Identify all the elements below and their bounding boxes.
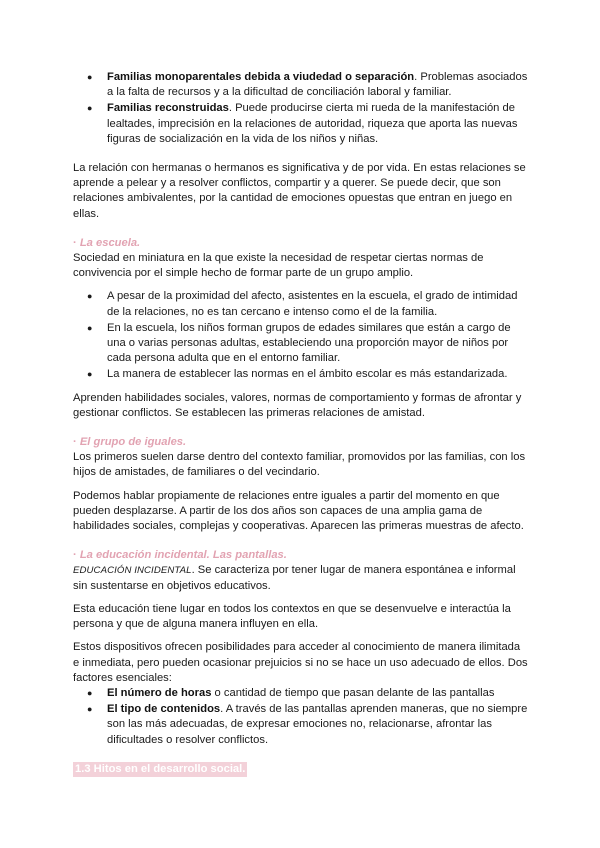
list-item: ● La manera de establecer las normas en el ámbito escolar es más estandarizada. <box>73 367 528 382</box>
heading-incidental: · La educación incidental. Las pantallas. <box>73 549 287 562</box>
paragraph-escuela-closing: Aprenden habilidades sociales, valores, normas de comportamiento y formas de afrontar y gestionar conflictos. Se establecen las primeras relaciones de amistad. <box>73 391 522 419</box>
family-types-list <box>73 70 528 147</box>
list-item: ● El tipo de contenidos. A través de las pantallas aprenden maneras, que no siempre son las más adecuadas, de expresar emociones no, relacionarse, afrontar las dificultades o resolver conflictos. <box>73 702 528 748</box>
term-educacion-incidental: EDUCACIÓN INCIDENTAL <box>73 565 192 577</box>
heading-escuela: · La escuela. <box>73 236 141 249</box>
paragraph-hermanos: La relación con hermanas o hermanos es significativa y de por vida. En estas relaciones se aprende a pelear y a resolver conflictos, compartir y a querer. Se puede decir, que son relaciones ambivalentes, por la cantidad de emociones opuestas que entran en juego en ellas. <box>73 162 526 220</box>
escuela-list <box>73 289 528 382</box>
paragraph-escuela-intro: Sociedad en miniatura en la que existe la necesidad de respetar ciertas normas de convivencia por el simple hecho de formar parte de un grupo amplio. <box>73 252 484 280</box>
paragraph-incidental-3: Estos dispositivos ofrecen posibilidades para acceder al conocimiento de manera ilimitada e inmediata, pero pueden ocasionar prejuicios si no se hace un uso adecuado de ellos. Dos factores esenciales: <box>73 641 528 684</box>
paragraph-incidental-2: Esta educación tiene lugar en todos los contextos en que se desenvuelve e interactúa la persona y que de alguna manera influyen en ella. <box>73 602 511 631</box>
paragraph-iguales-2: Podemos hablar propiamente de relaciones entre iguales a partir del momento en que pueden desplazarse. A partir de los dos años son capaces de una amplia gama de habilidades sociales, complejas y cooperativas. Aparecen las primeras muestras de afecto. <box>73 489 524 533</box>
section-title: 1.3 Hitos en el desarrollo social. <box>73 762 247 777</box>
list-item: ● Familias reconstruidas. Puede producirse cierta mi rueda de la manifestación de lealtades, imprecisión en la relaciones de autoridad, riqueza que aporta las nuevas figuras de socialización en la vida de los niños y niñas. <box>73 101 528 147</box>
factors-list <box>73 686 528 748</box>
list-item: ● A pesar de la proximidad del afecto, asistentes en la escuela, el grado de intimidad de la relaciones, no es tan cercano e intenso como el de la familia. <box>73 289 528 319</box>
heading-iguales: · El grupo de iguales. <box>73 436 187 449</box>
list-item: ● El número de horas o cantidad de tiempo que pasan delante de las pantallas <box>73 686 528 701</box>
paragraph-iguales-1: Los primeros suelen darse dentro del contexto familiar, promovidos por las familias, con los hijos de amistades, de familiares o del vecindario. <box>73 451 526 479</box>
list-item: ● Familias monoparentales debida a viudedad o separación. Problemas asociados a la falta de recursos y a la dificultad de conciliación laboral y familiar. <box>73 70 528 100</box>
list-item: ● En la escuela, los niños forman grupos de edades similares que están a cargo de una o varias personas adultas, estableciendo una proporción mayor de niños por cada persona adulta que en el entorno familiar. <box>73 321 528 367</box>
paragraph-incidental-def: EDUCACIÓN INCIDENTAL. Se caracteriza por tener lugar de manera espontánea e informal sin sustentarse en objetivos educativos. <box>73 564 516 592</box>
document-content <box>73 70 528 777</box>
